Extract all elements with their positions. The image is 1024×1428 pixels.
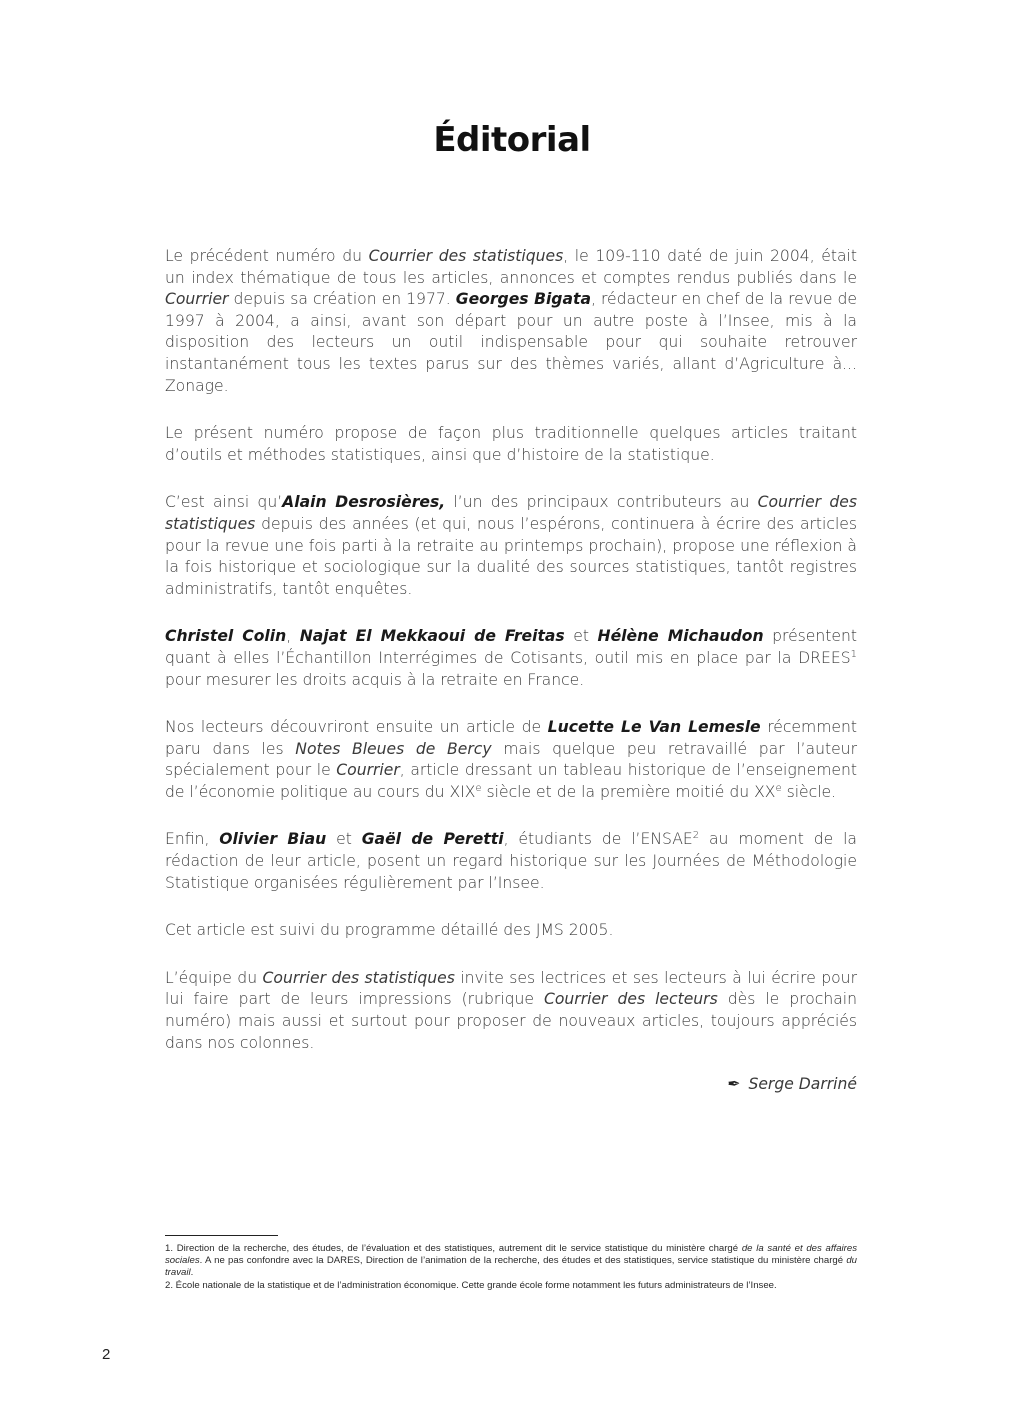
text-run: 1. Direction de la recherche, des études, de l’évaluation et des statistiques, autrement dit le service statistique du ministère chargé [165, 1243, 742, 1254]
text-run: et [326, 830, 362, 849]
italic-text: du travail [165, 1255, 857, 1279]
superscript: 1 [850, 648, 857, 660]
text-run: et [564, 627, 598, 646]
paragraph [165, 246, 857, 397]
text-run: . [190, 1267, 194, 1279]
paragraph [165, 968, 857, 1054]
text-run: l’un des principaux contributeurs au [445, 493, 758, 512]
footnotes [165, 1243, 857, 1292]
text-run: , rédacteur en chef de la revue de 1997 à 2004, a ainsi, avant son départ pour un autre poste à l’Insee, mis à la disposition des lecteurs un outil indispensable pour qui souhaite retrouver instantanément tous les textes parus sur des thèmes variés, allant d’Agriculture à... Zonage. [165, 290, 857, 395]
text-run: Cet article est suivi du programme détaillé des JMS 2005. [165, 921, 614, 940]
footnote-divider [165, 1235, 278, 1236]
paragraph [165, 829, 857, 894]
author-name: Najat El Mekkaoui de Freitas [299, 627, 565, 646]
author-name: Olivier Biau [219, 830, 327, 849]
text-run: L’équipe du [165, 968, 263, 987]
paragraph [165, 626, 857, 691]
text-run: présentent quant à elles l’Échantillon Interrégimes de Cotisants, outil mis en place par la DREES [165, 627, 857, 667]
author-name: Hélène Michaudon [597, 627, 764, 646]
superscript: e [775, 782, 782, 794]
text-run: Le présent numéro propose de façon plus traditionnelle quelques articles traitant d’outils et méthodes statistiques, ainsi que d’histoire de la statistique. [165, 424, 857, 464]
footnote [165, 1243, 857, 1280]
signature [165, 1074, 857, 1096]
author-name: Georges Bigata [455, 290, 591, 309]
text-run: siècle et de la première moitié du XX [481, 782, 776, 801]
superscript: e [475, 782, 482, 794]
text-run: au moment de la rédaction de leur article, posent un regard historique sur les Journées de Méthodologie Statistique organisées régulièrement par l’Insee. [165, 830, 857, 892]
text-run: , le 109-110 daté de juin 2004, était un index thématique de tous les articles, annonces et comptes rendus publiés dans le [165, 247, 857, 287]
editorial-body [165, 246, 857, 1096]
italic-text: Notes Bleues de Bercy [295, 739, 492, 758]
paragraph [165, 717, 857, 803]
text-run: dès le prochain numéro) mais aussi et surtout pour proposer de nouveaux articles, toujours appréciés dans nos colonnes. [165, 990, 857, 1052]
author-name: Christel Colin [165, 627, 287, 646]
text-run: pour mesurer les droits acquis à la retraite en France. [165, 670, 585, 689]
author-name: Gaël de Peretti [361, 830, 504, 849]
text-run: invite ses lectrices et ses lecteurs à lui écrire pour lui faire part de leurs impressions (rubrique [165, 968, 857, 1009]
page-number: 2 [102, 1346, 111, 1363]
author-name: Alain Desrosières, [282, 493, 446, 512]
italic-text: Courrier des lecteurs [544, 990, 718, 1009]
text-run: , [286, 627, 300, 646]
footnote [165, 1280, 857, 1292]
signature-name: Serge Darriné [748, 1075, 857, 1094]
text-run: 2. École nationale de la statistique et de l’administration économique. Cette grande école forme notamment les futurs administrateurs de l’Insee. [165, 1279, 777, 1291]
italic-text: Courrier [165, 290, 229, 309]
italic-text: Courrier des statistiques [368, 247, 564, 265]
text-run: mais quelque peu retravaillé par l’auteur spécialement pour le [165, 739, 857, 780]
text-run: Enfin, [165, 830, 220, 849]
italic-text: Courrier [336, 761, 400, 780]
text-run: . A ne pas confondre avec la DARES, Direction de l’animation de la recherche, des études et des statistiques, service statistique du ministère chargé [199, 1255, 847, 1267]
author-name: Lucette Le Van Lemesle [547, 718, 761, 737]
italic-text: Courrier des statistiques [165, 493, 857, 533]
pen-icon: ✒ [727, 1075, 741, 1094]
text-run: siècle. [781, 782, 837, 801]
text-run: récemment paru dans les [165, 718, 858, 758]
paragraph [165, 423, 857, 466]
paragraph [165, 492, 857, 600]
superscript: 2 [692, 830, 700, 842]
text-run: Le précédent numéro du [165, 247, 369, 265]
paragraph [165, 920, 857, 942]
text-run: , étudiants de l’ENSAE [503, 830, 693, 849]
text-run: Nos lecteurs découvriront ensuite un article de [165, 718, 548, 737]
text-run: C’est ainsi qu’ [165, 493, 283, 512]
text-run: depuis des années (et qui, nous l’espérons, continuera à écrire des articles pour la revue une fois parti à la retraite au printemps prochain), propose une réflexion à la fois historique et sociologique sur la dualité des sources statistiques, tantôt registres administratifs, tantôt enquêtes. [165, 514, 857, 598]
page-title: Éditorial [433, 120, 591, 160]
italic-text: de la santé et des affaires sociales [165, 1243, 857, 1267]
text-run: , article dressant un tableau historique de l’enseignement de l’économie politique au cours du XIX [165, 761, 857, 801]
italic-text: Courrier des statistiques [262, 968, 455, 987]
text-run: depuis sa création en 1977. [228, 290, 456, 309]
